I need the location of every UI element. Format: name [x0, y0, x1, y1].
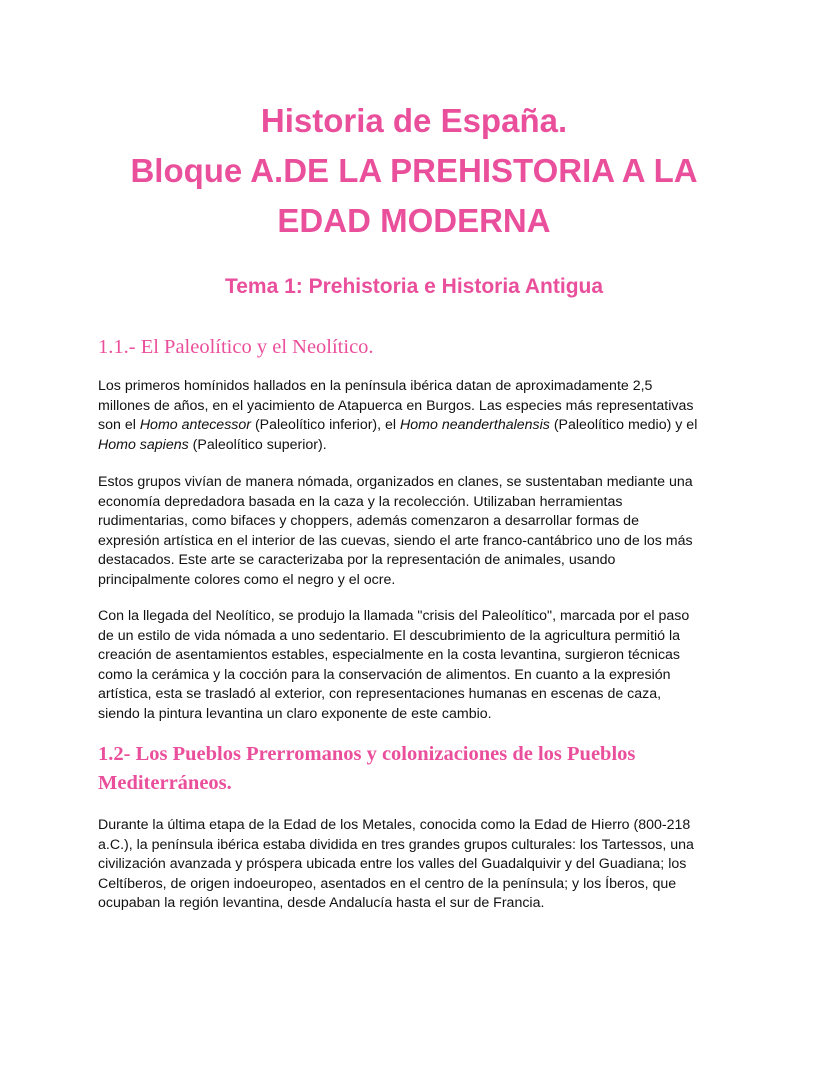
- text-line: [98, 571, 738, 591]
- text-run: artística, esta se trasladó al exterior, con representaciones humanas en escenas de caza,: [98, 686, 662, 703]
- text-line: [98, 627, 738, 647]
- text-line: [98, 436, 738, 456]
- text-line: [98, 493, 738, 513]
- text-line: [98, 377, 738, 397]
- text-line: [98, 685, 738, 705]
- species-name: Homo sapiens: [98, 436, 189, 453]
- text-run: son el: [98, 417, 140, 434]
- text-run: Celtíberos, de origen indoeuropeo, asentados en el centro de la península; y los Íberos, que: [98, 875, 677, 892]
- text-run: expresión artística en el interior de las cuevas, siendo el arte franco-cantábrico uno de los más: [98, 532, 693, 549]
- text-run: de un estilo de vida nómada a uno sedentario. El descubrimiento de la agricultura permitió la: [98, 627, 681, 644]
- text-line: [98, 397, 738, 417]
- heading-line: Mediterráneos.: [98, 772, 232, 794]
- heading-line: 1.2- Los Pueblos Prerromanos y colonizaciones de los Pueblos: [98, 743, 636, 765]
- text-line: [98, 473, 738, 493]
- section-heading-1-2: [98, 740, 738, 798]
- text-line: [98, 607, 738, 627]
- topic-subtitle: Tema 1: Prehistoria e Historia Antigua: [224, 275, 604, 298]
- text-run: creación de asentamientos estables, especialmente en la costa levantina, surgieron técnicas: [98, 647, 681, 664]
- text-line: [98, 816, 738, 836]
- section-heading-1-1: 1.1.- El Paleolítico y el Neolítico.: [98, 336, 374, 358]
- text-run: Los primeros homínidos hallados en la península ibérica datan de aproximadamente 2,5: [98, 378, 653, 394]
- paragraph: [98, 377, 738, 455]
- text-line: [98, 836, 738, 856]
- paragraph: [98, 816, 738, 914]
- text-run: a.C.), la península ibérica estaba dividida en tres grandes grupos culturales: los Tartessos, una: [98, 836, 694, 853]
- text-line: [98, 666, 738, 686]
- paragraph: [98, 473, 738, 591]
- text-line: [98, 855, 738, 875]
- text-run: (Paleolítico inferior), el: [251, 417, 401, 434]
- text-run: rudimentarias, como bifaces y choppers, además comenzaron a desarrollar formas de: [98, 513, 639, 530]
- paragraph: [98, 607, 738, 725]
- text-run: principalmente colores como el negro y el ocre.: [98, 571, 396, 588]
- text-line: [98, 416, 738, 436]
- text-run: Estos grupos vivían de manera nómada, organizados en clanes, se sustentaban mediante una: [98, 474, 693, 490]
- text-run: Con la llegada del Neolítico, se produjo la llamada "crisis del Paleolítico", marcada por el paso: [98, 608, 690, 624]
- text-run: como la cerámica y la cocción para la conservación de alimentos. En cuanto a la expresión: [98, 666, 671, 683]
- text-run: destacados. Este arte se caracterizaba por la representación de animales, usando: [98, 552, 616, 569]
- species-name: Homo antecessor: [139, 417, 251, 434]
- text-run: ocupaban la región levantina, desde Andalucía hasta el sur de Francia.: [98, 895, 545, 912]
- text-run: siendo la pintura levantina un claro exponente de este cambio.: [98, 705, 492, 722]
- text-run: civilización avanzada y próspera ubicada entre los valles del Guadalquivir y del Guadiana; los: [98, 856, 687, 873]
- text-line: [98, 551, 738, 571]
- text-line: [98, 532, 738, 552]
- text-run: millones de años, en el yacimiento de Atapuerca en Burgos. Las especies más representativas: [98, 397, 694, 414]
- text-run: economía depredadora basada en la caza y la recolección. Utilizaban herramientas: [98, 493, 623, 510]
- text-line: [98, 512, 738, 532]
- text-line: [98, 894, 738, 914]
- text-line: [98, 646, 738, 666]
- species-name: Homo neanderthalensis: [400, 417, 550, 434]
- title-line: Historia de España.: [260, 102, 568, 139]
- title-line: EDAD MODERNA: [277, 202, 551, 239]
- text-run: (Paleolítico medio) y el: [549, 417, 698, 434]
- text-run: (Paleolítico superior).: [188, 436, 327, 453]
- text-run: Durante la última etapa de la Edad de los Metales, conocida como la Edad de Hierro (800-218: [98, 817, 691, 833]
- text-line: [98, 705, 738, 725]
- title-line: Bloque A.DE LA PREHISTORIA A LA: [130, 152, 698, 189]
- text-line: [98, 875, 738, 895]
- document-title: [60, 96, 768, 246]
